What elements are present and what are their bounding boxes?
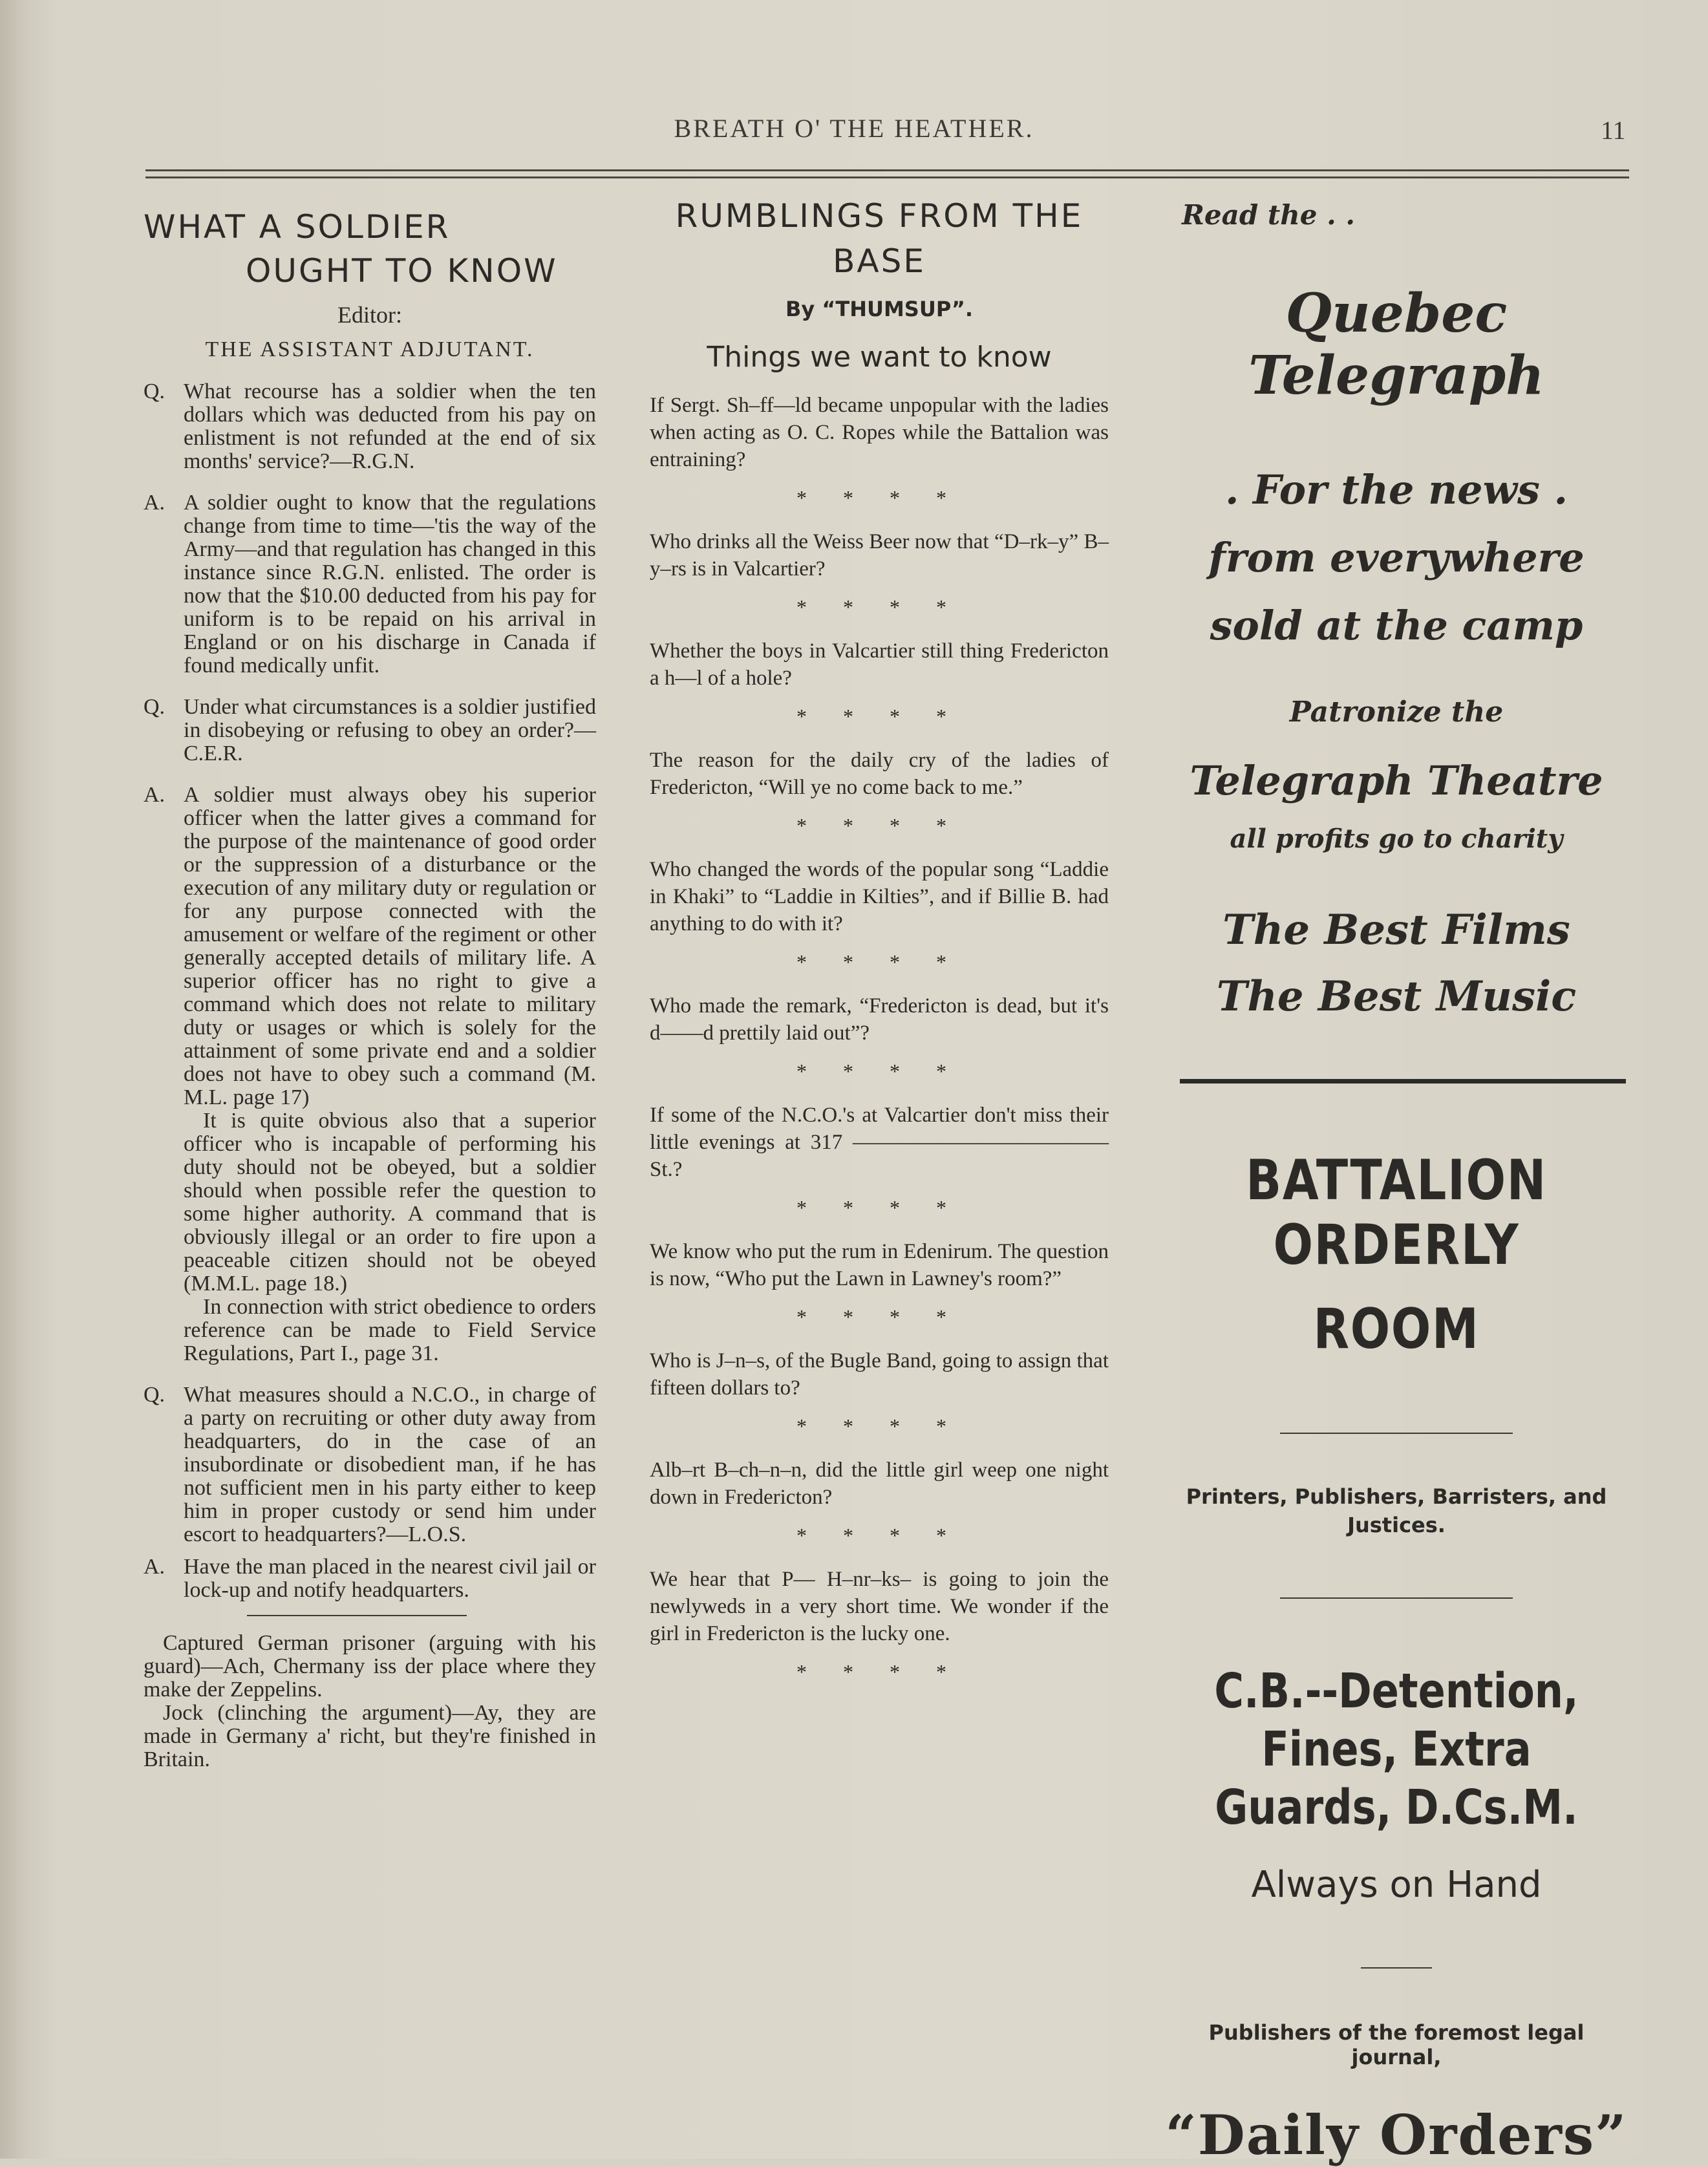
qa-text: It is quite obvious also that a superior officer who is incapable of performing his duty should not be obeyed, but a soldier should when possible refer the question to some higher authority. A command that is obviously illegal or an order to fire upon a peaceable citizen should not be obeyed (M.M.L. page 18.) xyxy=(184,1109,596,1296)
orderly-room-title: BATTALION ORDERLY xyxy=(1246,1148,1547,1277)
daily-orders-title: “Daily Orders” xyxy=(1165,2103,1628,2167)
star-separator: * * * * xyxy=(796,486,962,509)
list-item: Alb–rt B–ch–n–n, did the little girl weep one night down in Fredericton? xyxy=(650,1458,1109,1509)
star-separator: * * * * xyxy=(796,1060,962,1083)
header-rule xyxy=(145,169,1629,171)
ad-read-the: Read the . . xyxy=(1182,199,1355,231)
section-divider xyxy=(1180,1079,1626,1084)
cb-line-1: C.B.--Detention, Fines, Extra xyxy=(1214,1663,1579,1777)
star-separator: * * * * xyxy=(796,950,962,974)
list-item: Who made the remark, “Fredericton is dead, but it's d––––d prettily laid out”? xyxy=(650,994,1109,1045)
cb-line xyxy=(1201,1662,1592,1837)
article-title: RUMBLINGS FROM THE xyxy=(675,197,1084,235)
qa-mark: A. xyxy=(144,783,165,807)
qa-text: Under what circumstances is a soldier justified in disobeying or refusing to obey an order?—C.E.R. xyxy=(184,695,596,765)
rumblings-column xyxy=(650,194,1109,1684)
joke-line: Captured German prisoner (arguing with his guard)—Ach, Chermany iss der place where they make der Zeppelins. xyxy=(144,1631,596,1702)
ad-news-line: . For the news . xyxy=(1224,466,1568,513)
star-separator: * * * * xyxy=(796,814,962,837)
ad-paper-name: Quebec Telegraph xyxy=(1248,283,1544,407)
star-separator: * * * * xyxy=(796,1305,962,1329)
header-rule xyxy=(145,176,1629,178)
list-item: Who drinks all the Weiss Beer now that “D–rk–y” B–y–rs is in Valcartier? xyxy=(650,530,1109,581)
page-number: 11 xyxy=(1601,116,1626,145)
editor-name: THE ASSISTANT ADJUTANT. xyxy=(205,337,535,361)
star-separator: * * * * xyxy=(796,705,962,728)
orderly-room-title: ROOM xyxy=(1313,1297,1480,1361)
ad-patronize: Patronize the xyxy=(1289,696,1504,729)
qa-text: What recourse has a soldier when the ten dollars which was deducted from his pay on enlistment is not refunded at the end of six months' service?—R.G.N. xyxy=(184,379,596,473)
publishers-line: Publishers of the foremost legal journal, xyxy=(1208,2020,1585,2069)
list-item: Who is J–n–s, of the Bugle Band, going to assign that fifteen dollars to? xyxy=(650,1349,1109,1400)
always-on-hand: Always on Hand xyxy=(1251,1864,1542,1906)
qa-item xyxy=(144,1383,596,1546)
qa-mark: A. xyxy=(144,491,165,515)
cb-line-2: Guards, D.Cs.M. xyxy=(1215,1780,1578,1835)
qa-text: In connection with strict obedience to orders reference can be made to Field Service Regulations, Part I., page 31. xyxy=(184,1295,596,1365)
qa-mark: A. xyxy=(144,1555,165,1579)
byline: By “THUMSUP”. xyxy=(785,297,974,321)
qa-mark: Q. xyxy=(144,695,165,719)
section-divider xyxy=(1280,1597,1513,1599)
list-item: We hear that P–– H–nr–ks– is going to join the newlyweds in a very short time. We wonder if the girl in Fredericton is the lucky one. xyxy=(650,1568,1109,1645)
running-head: BREATH O' THE HEATHER. xyxy=(674,114,1034,143)
star-separator: * * * * xyxy=(796,1660,962,1683)
ad-profits: all profits go to charity xyxy=(1230,824,1563,854)
list-item: We know who put the rum in Edenirum. The question is now, “Who put the Lawn in Lawney's room?” xyxy=(650,1240,1109,1290)
ad-theatre: Telegraph Theatre xyxy=(1190,757,1603,804)
star-separator: * * * * xyxy=(796,1524,962,1547)
ad-everywhere-line: from everywhere xyxy=(1208,534,1585,581)
qa-text: A soldier ought to know that the regulations change from time to time—'tis the way of the Army—and that regulation has changed in this instance since R.G.N. enlisted. The order is now that the $10.00 deducted from his pay for uniform is to be repaid on his arrival in England or on his discharge in Canada if found medically unfit. xyxy=(184,491,596,678)
list-item: Who changed the words of the popular song “Laddie in Khaki” to “Laddie in Kilties”, and if Billie B. had anything to do with it? xyxy=(650,858,1109,935)
list-item: If Sergt. Sh–ff––ld became unpopular with the ladies when acting as O. C. Ropes while the Battalion was entraining? xyxy=(650,394,1109,471)
printers-line: Printers, Publishers, Barristers, and Justices. xyxy=(1186,1484,1607,1537)
star-separator: * * * * xyxy=(796,1196,962,1219)
section-divider xyxy=(1361,1967,1432,1969)
ad-best-films: The Best Films xyxy=(1222,906,1570,954)
list-item: The reason for the daily cry of the ladies of Fredericton, “Will ye no come back to me.” xyxy=(650,749,1109,799)
joke-line: Jock (clinching the argument)—Ay, they are made in Germany a' richt, but they're finished in Britain. xyxy=(144,1701,596,1771)
star-separator: * * * * xyxy=(796,595,962,619)
qa-text: What measures should a N.C.O., in charge of a party on recruiting or other duty away from headquarters, do in the case of an insubordinate or disobedient man, if he has not sufficient men in his party either to keep him in proper custody or send him under escort to headquarters?—L.O.S. xyxy=(184,1383,596,1546)
star-separator: * * * * xyxy=(796,1414,962,1438)
editor-label: Editor: xyxy=(337,302,402,328)
qa-mark: Q. xyxy=(144,379,165,403)
qa-item xyxy=(144,784,596,1365)
article-title: WHAT A SOLDIER xyxy=(144,208,451,246)
ads-column xyxy=(1164,194,1629,2167)
qa-item xyxy=(144,491,596,678)
qa-item xyxy=(144,696,596,765)
section-divider xyxy=(247,1615,467,1616)
section-divider xyxy=(1280,1433,1513,1434)
qa-text: A soldier must always obey his superior officer when the latter gives a command for the purpose of the maintenance of good order or the suppression of a disturbance or the execution of any military duty or regulation or for any purpose connected with the amusement or welfare of the regiment or other generally accepted details of military life. A superior officer has no right to give a command which does not relate to military duty or usages or which is solely for the attainment of some private end and a soldier does not have to obey such a command (M. M.L. page 17) xyxy=(184,783,596,1109)
article-title: BASE xyxy=(833,242,926,280)
qa-item xyxy=(144,380,596,473)
qa-item xyxy=(144,1555,596,1602)
qa-text: Have the man placed in the nearest civil jail or lock-up and notify headquarters. xyxy=(184,1555,596,1602)
article-title: OUGHT TO KNOW xyxy=(246,252,558,290)
list-item: If some of the N.C.O.'s at Valcartier don't miss their little evenings at 317 ————————————St.? xyxy=(650,1104,1109,1181)
list-item: Whether the boys in Valcartier still thing Fredericton a h––l of a hole? xyxy=(650,639,1109,690)
qa-mark: Q. xyxy=(144,1383,165,1407)
soldier-column xyxy=(144,194,596,1771)
ad-sold-line: sold at the camp xyxy=(1210,602,1583,649)
subhead: Things we want to know xyxy=(707,341,1052,374)
ad-best-music: The Best Music xyxy=(1216,972,1577,1021)
